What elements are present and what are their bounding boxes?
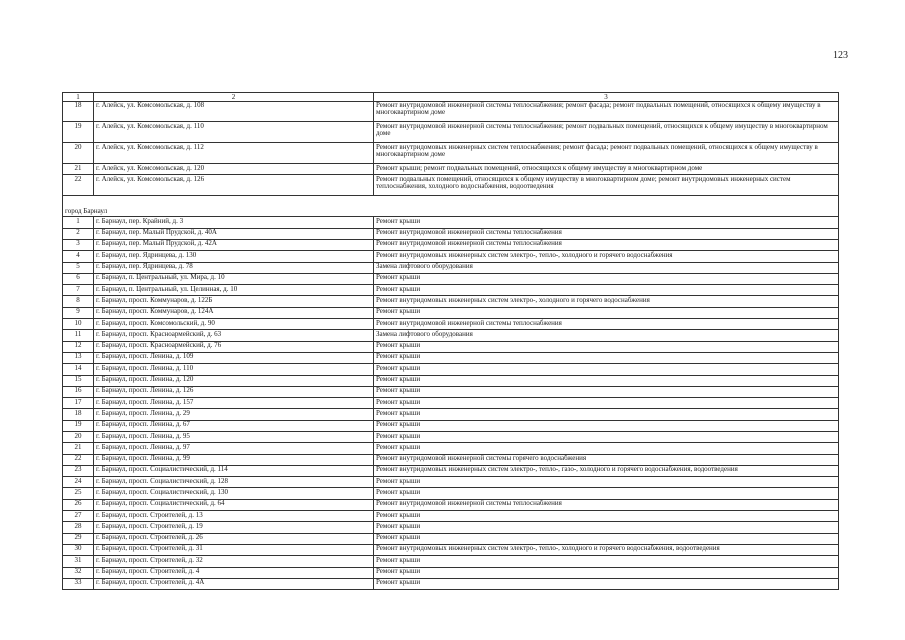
row-address: г. Барнаул, просп. Ленина, д. 120 xyxy=(94,375,374,386)
row-number: 21 xyxy=(63,443,94,454)
table-row xyxy=(63,101,839,122)
row-number: 23 xyxy=(63,465,94,476)
row-address: г. Барнаул, просп. Строителей, д. 19 xyxy=(94,522,374,533)
row-address: г. Барнаул, просп. Коммунаров, д. 122Б xyxy=(94,296,374,307)
table-row xyxy=(63,465,839,476)
row-address: г. Барнаул, пер. Малый Прудской, д. 42А xyxy=(94,239,374,250)
city-section-row xyxy=(63,208,839,217)
row-work: Ремонт крыши xyxy=(374,307,839,318)
table-row xyxy=(63,262,839,273)
row-address: г. Барнаул, просп. Красноармейский, д. 76 xyxy=(94,341,374,352)
table-row xyxy=(63,352,839,363)
table-row xyxy=(63,409,839,420)
row-number: 28 xyxy=(63,522,94,533)
table-row xyxy=(63,567,839,578)
table-row xyxy=(63,454,839,465)
row-work: Ремонт крыши xyxy=(374,556,839,567)
row-work: Замена лифтового оборудования xyxy=(374,330,839,341)
header-col-1: 1 xyxy=(63,93,94,102)
row-address: г. Барнаул, пер. Ядринцева, д. 130 xyxy=(94,251,374,262)
table-row xyxy=(63,228,839,239)
row-number: 19 xyxy=(63,122,94,143)
row-number: 13 xyxy=(63,352,94,363)
row-number: 5 xyxy=(63,262,94,273)
row-work: Ремонт внутридомовых инженерных систем теплоснабжения; ремонт фасада; ремонт подвальных помещений, относящихся к общему имуществу в многоквартирном доме xyxy=(374,143,839,164)
row-number: 3 xyxy=(63,239,94,250)
row-work: Ремонт внутридомовой инженерной системы теплоснабжения xyxy=(374,228,839,239)
table-row xyxy=(63,296,839,307)
row-number: 14 xyxy=(63,364,94,375)
row-address: г. Алейск, ул. Комсомольская, д. 120 xyxy=(94,164,374,175)
row-work: Ремонт крыши xyxy=(374,352,839,363)
row-number: 26 xyxy=(63,499,94,510)
row-work: Ремонт внутридомовых инженерных систем электро-, холодного и горячего водоснабжения xyxy=(374,296,839,307)
row-address: г. Алейск, ул. Комсомольская, д. 110 xyxy=(94,122,374,143)
row-work: Ремонт внутридомовых инженерных систем электро-, тепло-, холодного и горячего водоснабжения, водоотведения xyxy=(374,544,839,555)
table-row xyxy=(63,386,839,397)
row-number: 19 xyxy=(63,420,94,431)
row-number: 27 xyxy=(63,511,94,522)
row-address: г. Барнаул, просп. Строителей, д. 4А xyxy=(94,578,374,589)
row-number: 11 xyxy=(63,330,94,341)
row-work: Ремонт крыши xyxy=(374,341,839,352)
table-row xyxy=(63,375,839,386)
row-address: г. Барнаул, просп. Социалистический, д. 114 xyxy=(94,465,374,476)
row-work: Ремонт крыши xyxy=(374,477,839,488)
row-work: Ремонт внутридомовой инженерной системы горячего водоснабжения xyxy=(374,454,839,465)
row-number: 7 xyxy=(63,285,94,296)
header-row xyxy=(63,93,839,102)
table-row xyxy=(63,364,839,375)
row-work: Ремонт крыши xyxy=(374,217,839,228)
row-address: г. Барнаул, просп. Строителей, д. 4 xyxy=(94,567,374,578)
table-row xyxy=(63,319,839,330)
table-row xyxy=(63,488,839,499)
row-address: г. Барнаул, просп. Красноармейский, д. 63 xyxy=(94,330,374,341)
table-row xyxy=(63,432,839,443)
row-address: г. Барнаул, просп. Строителей, д. 31 xyxy=(94,544,374,555)
row-number: 31 xyxy=(63,556,94,567)
table-row xyxy=(63,511,839,522)
row-address: г. Барнаул, просп. Ленина, д. 157 xyxy=(94,398,374,409)
row-work: Ремонт крыши xyxy=(374,273,839,284)
row-number: 33 xyxy=(63,578,94,589)
row-work: Ремонт крыши xyxy=(374,386,839,397)
row-work: Ремонт крыши xyxy=(374,398,839,409)
row-address: г. Алейск, ул. Комсомольская, д. 126 xyxy=(94,175,374,196)
row-number: 2 xyxy=(63,228,94,239)
row-address: г. Барнаул, просп. Строителей, д. 26 xyxy=(94,533,374,544)
row-number: 30 xyxy=(63,544,94,555)
row-work: Ремонт крыши xyxy=(374,488,839,499)
table-row xyxy=(63,217,839,228)
table-row xyxy=(63,285,839,296)
repair-table xyxy=(62,92,839,590)
row-address: г. Барнаул, просп. Ленина, д. 29 xyxy=(94,409,374,420)
row-address: г. Барнаул, пер. Ядринцева, д. 78 xyxy=(94,262,374,273)
table-row xyxy=(63,330,839,341)
row-work: Ремонт внутридомовой инженерной системы теплоснабжения xyxy=(374,319,839,330)
row-number: 24 xyxy=(63,477,94,488)
table-row xyxy=(63,273,839,284)
row-address: г. Барнаул, п. Центральный, ул. Целинная, д. 10 xyxy=(94,285,374,296)
row-work: Ремонт крыши xyxy=(374,511,839,522)
table-row xyxy=(63,477,839,488)
row-address: г. Барнаул, просп. Социалистический, д. 130 xyxy=(94,488,374,499)
row-work: Ремонт крыши xyxy=(374,522,839,533)
row-work: Ремонт крыши xyxy=(374,432,839,443)
table-row xyxy=(63,164,839,175)
row-number: 20 xyxy=(63,432,94,443)
row-work: Ремонт внутридомовой инженерной системы теплоснабжения; ремонт фасада; ремонт подвальных помещений, относящихся к общему имуществу в многоквартирном доме xyxy=(374,101,839,122)
row-work: Ремонт крыши xyxy=(374,567,839,578)
row-work: Ремонт внутридомовой инженерной системы теплоснабжения; ремонт подвальных помещений, относящихся к общему имуществу в многоквартирном доме xyxy=(374,122,839,143)
row-number: 10 xyxy=(63,319,94,330)
table-row xyxy=(63,499,839,510)
row-address: г. Барнаул, просп. Строителей, д. 32 xyxy=(94,556,374,567)
row-number: 32 xyxy=(63,567,94,578)
row-number: 20 xyxy=(63,143,94,164)
table-row xyxy=(63,251,839,262)
row-work: Замена лифтового оборудования xyxy=(374,262,839,273)
row-number: 12 xyxy=(63,341,94,352)
row-number: 29 xyxy=(63,533,94,544)
row-number: 15 xyxy=(63,375,94,386)
row-number: 6 xyxy=(63,273,94,284)
row-number: 22 xyxy=(63,175,94,196)
row-work: Ремонт внутридомовых инженерных систем электро-, тепло-, газо-, холодного и горячего водоснабжения, водоотведения xyxy=(374,465,839,476)
row-number: 18 xyxy=(63,101,94,122)
row-number: 1 xyxy=(63,217,94,228)
row-work: Ремонт крыши xyxy=(374,409,839,420)
header-col-3: 3 xyxy=(374,93,839,102)
table-row xyxy=(63,556,839,567)
row-number: 8 xyxy=(63,296,94,307)
row-number: 4 xyxy=(63,251,94,262)
row-work: Ремонт внутридомовой инженерной системы теплоснабжения xyxy=(374,499,839,510)
row-work: Ремонт крыши xyxy=(374,375,839,386)
row-address: г. Барнаул, просп. Ленина, д. 97 xyxy=(94,443,374,454)
row-address: г. Барнаул, просп. Коммунаров, д. 124А xyxy=(94,307,374,318)
section-gap xyxy=(63,196,839,208)
row-address: г. Алейск, ул. Комсомольская, д. 108 xyxy=(94,101,374,122)
table-row xyxy=(63,341,839,352)
row-number: 18 xyxy=(63,409,94,420)
page-number: 123 xyxy=(833,50,848,61)
row-work: Ремонт крыши xyxy=(374,443,839,454)
row-address: г. Барнаул, просп. Ленина, д. 109 xyxy=(94,352,374,363)
row-address: г. Барнаул, просп. Комсомольский, д. 90 xyxy=(94,319,374,330)
table-row xyxy=(63,522,839,533)
row-address: г. Барнаул, просп. Ленина, д. 67 xyxy=(94,420,374,431)
row-work: Ремонт подвальных помещений, относящихся к общему имуществу в многоквартирном доме; ремонт внутридомовых инженерных систем теплоснабжения, холодного водоснабжения, водоотведения xyxy=(374,175,839,196)
row-work: Ремонт крыши xyxy=(374,364,839,375)
row-address: г. Барнаул, пер. Малый Прудской, д. 40А xyxy=(94,228,374,239)
row-work: Ремонт крыши xyxy=(374,285,839,296)
city-label: город Барнаул xyxy=(63,208,839,217)
row-work: Ремонт крыши xyxy=(374,578,839,589)
table-row xyxy=(63,239,839,250)
row-address: г. Барнаул, просп. Ленина, д. 126 xyxy=(94,386,374,397)
row-address: г. Барнаул, просп. Социалистический, д. 64 xyxy=(94,499,374,510)
table-row xyxy=(63,544,839,555)
row-address: г. Барнаул, просп. Ленина, д. 99 xyxy=(94,454,374,465)
table-row xyxy=(63,122,839,143)
row-work: Ремонт внутридомовой инженерной системы теплоснабжения xyxy=(374,239,839,250)
row-work: Ремонт крыши xyxy=(374,420,839,431)
header-col-2: 2 xyxy=(94,93,374,102)
row-number: 9 xyxy=(63,307,94,318)
row-address: г. Барнаул, просп. Ленина, д. 95 xyxy=(94,432,374,443)
section-gap-cell xyxy=(63,196,839,208)
row-number: 17 xyxy=(63,398,94,409)
row-address: г. Барнаул, просп. Ленина, д. 110 xyxy=(94,364,374,375)
row-address: г. Барнаул, пер. Крайний, д. 3 xyxy=(94,217,374,228)
row-address: г. Барнаул, п. Центральный, ул. Мира, д. 10 xyxy=(94,273,374,284)
table-row xyxy=(63,443,839,454)
row-work: Ремонт крыши xyxy=(374,533,839,544)
row-number: 22 xyxy=(63,454,94,465)
table-row xyxy=(63,307,839,318)
row-address: г. Барнаул, просп. Строителей, д. 13 xyxy=(94,511,374,522)
row-address: г. Барнаул, просп. Социалистический, д. 128 xyxy=(94,477,374,488)
table-row xyxy=(63,420,839,431)
row-number: 16 xyxy=(63,386,94,397)
row-work: Ремонт внутридомовых инженерных систем электро-, тепло-, холодного и горячего водоснабжения xyxy=(374,251,839,262)
table-row xyxy=(63,143,839,164)
table-row xyxy=(63,533,839,544)
row-work: Ремонт крыши; ремонт подвальных помещений, относящихся к общему имуществу в многоквартирном доме xyxy=(374,164,839,175)
row-number: 21 xyxy=(63,164,94,175)
table-row xyxy=(63,578,839,589)
row-address: г. Алейск, ул. Комсомольская, д. 112 xyxy=(94,143,374,164)
row-number: 25 xyxy=(63,488,94,499)
table-row xyxy=(63,175,839,196)
table-row xyxy=(63,398,839,409)
